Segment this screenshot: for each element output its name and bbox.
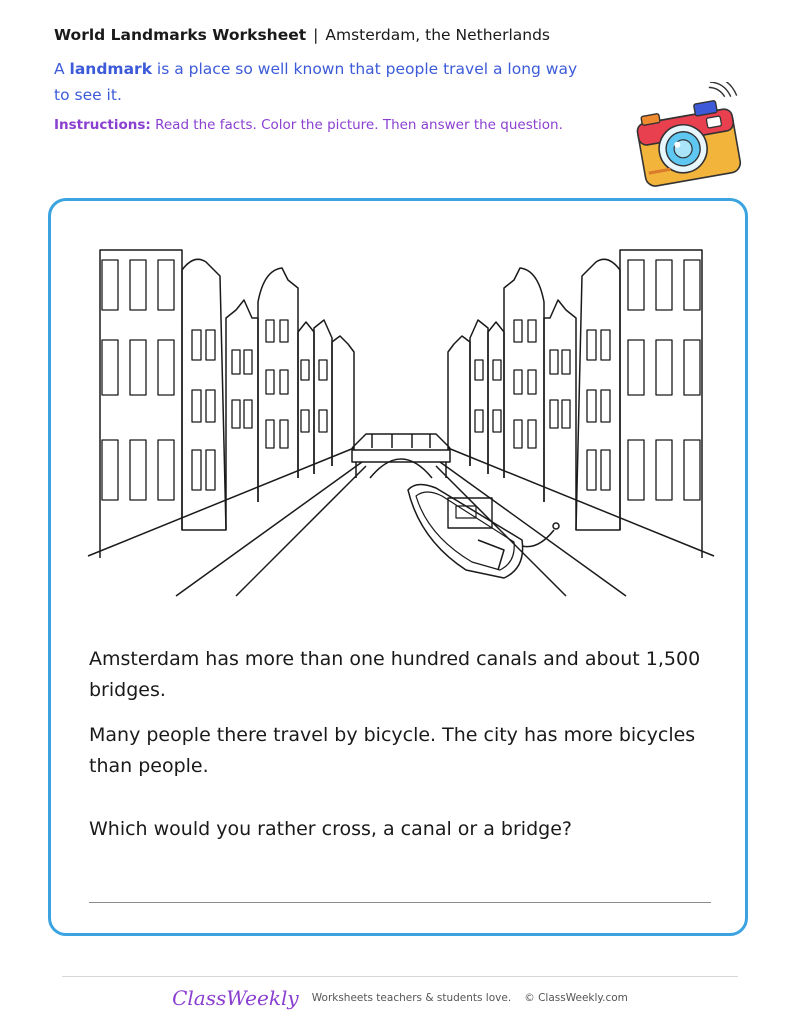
classweekly-logo: ClassWeekly <box>172 986 299 1010</box>
fact-canals: Amsterdam has more than one hundred canals and about 1,500 bridges. <box>89 648 701 701</box>
instructions-text: Read the facts. Color the picture. Then answer the question. <box>150 117 563 133</box>
instructions <box>54 117 563 133</box>
camera-icon <box>630 82 745 194</box>
worksheet-series-title: World Landmarks Worksheet <box>54 26 307 44</box>
footer-tagline: Worksheets teachers & students love. <box>311 992 512 1004</box>
footer-divider <box>62 976 738 977</box>
definition-prefix: A <box>54 60 70 78</box>
fact-bicycles: Many people there travel by bicycle. The city has more bicycles than people. <box>89 724 696 777</box>
landmark-definition <box>54 56 594 108</box>
instructions-label: Instructions: <box>54 117 151 133</box>
definition-text: is a place so well known that people travel a long way to see it. <box>54 60 578 104</box>
footer-copyright: © ClassWeekly.com <box>524 992 628 1004</box>
answer-line[interactable] <box>89 902 711 903</box>
worksheet-location: Amsterdam, the Netherlands <box>325 26 551 44</box>
definition-term: landmark <box>69 60 152 78</box>
footer <box>0 986 800 1010</box>
question-text: Which would you rather cross, a canal or a bridge? <box>89 818 572 840</box>
amsterdam-canal-illustration <box>86 240 716 600</box>
title-separator: | <box>313 26 319 44</box>
worksheet-title <box>54 26 550 44</box>
